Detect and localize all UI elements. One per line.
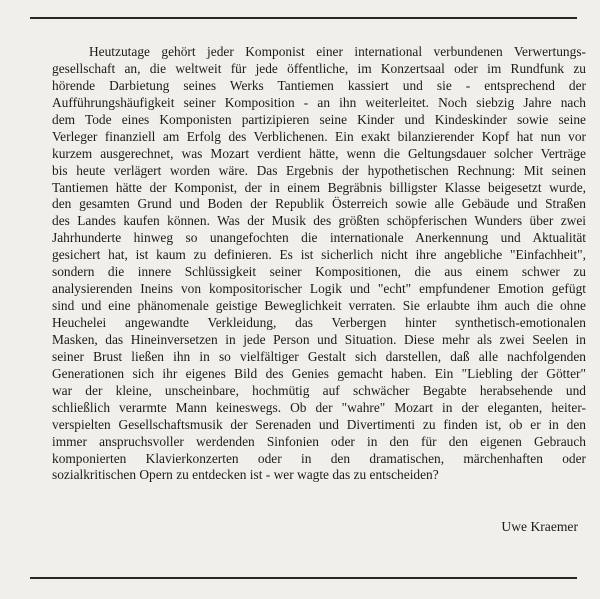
text-line: kurzem ausgerechnet, was Mozart verdient hätte, wenn die Geltungsdauer solcher Verträge (52, 145, 586, 161)
text-line: Tantiemen hätte der Komponist, der in einem Begräbnis billigster Klasse beigesetzt wurde, (52, 179, 586, 195)
text-line: immer anspruchsvoller werdenden Sinfonien oder in den für den eigenen Gebrauch (52, 433, 586, 449)
bottom-divider (30, 577, 577, 579)
text-line: verspielten Gesellschaftsmusik der Serenaden und Divertimenti zu finden ist, ob er in den (52, 416, 586, 432)
article-body (52, 44, 586, 484)
text-line: bis heute verlägert worden wäre. Das Ergebnis der hypothetischen Rechnung: Mit seinen (52, 162, 586, 178)
text-line: sondern die innere Schlüssigkeit seiner Kompositionen, die aus einem schwer zu (52, 264, 586, 280)
text-line: gesellschaft an, die weltweit für jede öffentliche, im Konzertsaal oder im Rundfunk zu (52, 60, 586, 76)
text-line: hörende Darbietung seines Werks Tantiemen kassiert und sie - entsprechend der (52, 77, 586, 93)
text-line: schließlich verarmte Mann keineswegs. Ob der "wahre" Mozart in der eleganten, heiter- (52, 399, 586, 415)
text-line: Verleger finanziell am Erfolg des Verblichenen. Ein exakt bilanzierender Kopf hat nun vor (52, 128, 586, 144)
text-line: Masken, das Hineinversetzen in jede Person und Situation. Diese mehr als zwei Seelen in (52, 331, 586, 347)
text-line: den gesamten Grund und Boden der Republik Österreich sowie alle Gebäude und Straßen (52, 196, 586, 212)
text-line: Jahrhunderte hinweg so unangefochten die internationale Anerkennung und Aktualität (52, 230, 586, 246)
text-line: des Landes kaufen können. Was der Musik des größten schöpferischen Wunders über zwei (52, 213, 586, 229)
text-line: dem Tode eines Komponisten partizipieren seine Kinder und Kindeskinder sowie seine (52, 111, 586, 127)
top-divider (30, 17, 577, 19)
text-line: Heutzutage gehört jeder Komponist einer international verbundenen Verwertungs- (89, 44, 586, 59)
text-line: Aufführungshäufigkeit seiner Komposition - an ihn weiterleitet. Noch siebzig Jahre nach (52, 94, 586, 110)
text-line: sozialkritischen Opern zu entdecken ist - wer wagte das zu entscheiden? (52, 467, 439, 483)
text-line: Heuchelei angewandte Verkleidung, das Verbergen hinter synthetisch-emotionalen (52, 315, 586, 330)
text-line: sind und eine phänomenale geistige Beweglichkeit verraten. Sie erlaubte ihm auch die ohne (52, 298, 586, 314)
text-line: Generationen sich ihr eigenes Bild des Genies gemacht haben. Ein "Liebling der Götter" (52, 365, 586, 381)
text-line: gesichert hat, ist kaum zu definieren. Es ist sicherlich nicht ihre angebliche "Einfachheit", (52, 247, 586, 263)
author-signature: Uwe Kraemer (501, 519, 578, 534)
text-line: seiner Brust ließen ihn in so vielfältiger Gestalt sich darstellen, daß alle nachfolgenden (52, 348, 586, 364)
text-line: komponierten Klavierkonzerten oder in den dramatischen, märchenhaften oder (52, 450, 586, 466)
text-line: war der kleine, unscheinbare, hochmütig auf schwächer Begabte herabsehende und (52, 382, 586, 398)
text-line: analysierenden Ineins von kompositorischer Logik und "echt" empfundener Emotion gefügt (52, 281, 586, 297)
